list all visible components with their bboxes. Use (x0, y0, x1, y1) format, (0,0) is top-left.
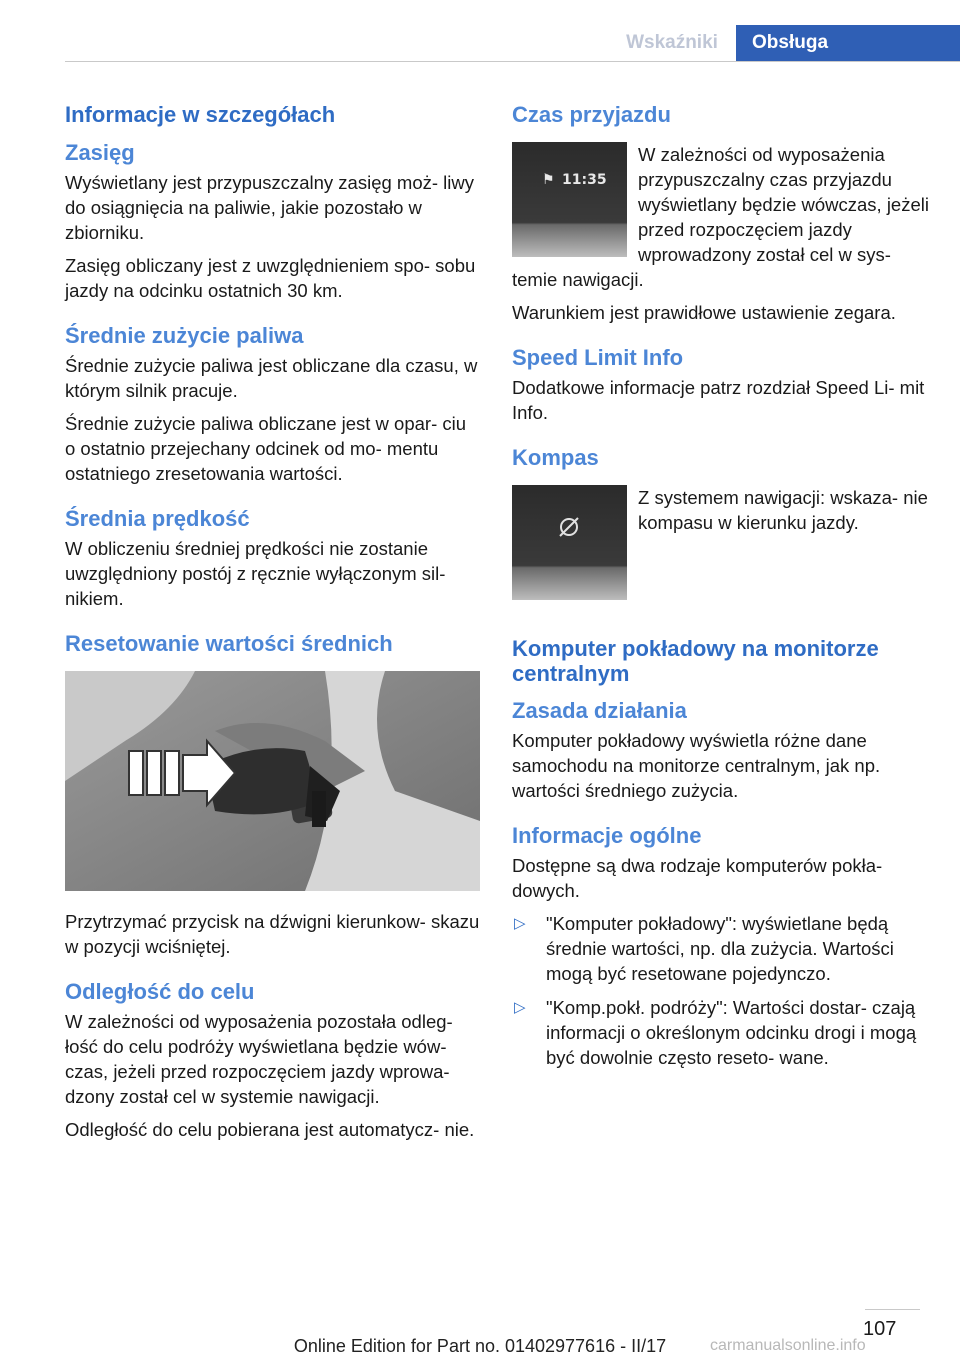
paragraph: Warunkiem jest prawidłowe ustawienie zegara. (512, 302, 896, 323)
bullet-list (512, 911, 930, 1070)
tab-obsluga[interactable]: Obsługa (736, 25, 960, 61)
paragraph: Średnie zużycie paliwa jest obliczane dla czasu, w którym silnik pracuje. (65, 355, 478, 401)
heading-zasieg: Zasięg (65, 140, 135, 165)
heading-odleglosc: Odległość do celu (65, 979, 255, 1004)
paragraph: Wyświetlany jest przypuszczalny zasięg moż‐ liwy do osiągnięcia na paliwie, jakie pozostało w zbiorniku. (65, 172, 475, 243)
paragraph: Komputer pokładowy wyświetla różne dane samochodu na monitorze centralnym, jak np. wartości średniego zużycia. (512, 730, 881, 801)
heading-czas-przyjazdu: Czas przyjazdu (512, 102, 671, 127)
heading-informacje-ogolne: Informacje ogólne (512, 823, 702, 848)
paragraph: Zasięg obliczany jest z uwzględnieniem spo‐ sobu jazdy na odcinku ostatnich 30 km. (65, 255, 476, 301)
paragraph: W zależności od wyposażenia pozostała odleg‐ łość do celu podróży wyświetlana będzie wów‐ czas, jeżeli przed rozpoczęciem jazdy wprowa‐ dzony został cel w systemie nawigacji. (65, 1011, 453, 1107)
list-item: ▷ "Komputer pokładowy": wyświetlane będą średnie wartości, np. dla zużycia. Wartości mogą być resetowane pojedynczo. (514, 913, 894, 984)
turn-signal-lever-photo (65, 671, 480, 891)
right-column (512, 102, 930, 1079)
paragraph: Z systemem nawigacji: wskaza‐ nie kompasu w kierunku jazdy. (638, 487, 928, 533)
lever-illustration (65, 671, 480, 891)
paragraph: Dodatkowe informacje patrz rozdział Speed Li‐ mit Info. (512, 377, 925, 423)
arrival-time-display (512, 142, 627, 257)
heading-zasada-dzialania: Zasada działania (512, 698, 687, 723)
paragraph: Odległość do celu pobierana jest automatycz‐ nie. (65, 1119, 475, 1140)
paragraph: Przytrzymać przycisk na dźwigni kierunkow‐ skazu w pozycji wciśniętej. (65, 911, 480, 957)
section-title-details: Informacje w szczegółach (65, 102, 336, 127)
heading-speed-limit-info: Speed Limit Info (512, 345, 684, 370)
heading-srednia-predkosc: Średnia prędkość (65, 506, 250, 531)
edition-footer: Online Edition for Part no. 01402977616 - II/17 (293, 1336, 667, 1356)
heading-resetowanie: Resetowanie wartości średnich (65, 631, 393, 656)
tab-wskazniki[interactable]: Wskaźniki (626, 32, 718, 53)
footer-rule (865, 1309, 920, 1310)
header-rule (65, 61, 960, 62)
heading-kompas: Kompas (512, 445, 599, 470)
compass-display (512, 485, 627, 600)
triangle-bullet-icon: ▷ (514, 999, 526, 1016)
paragraph: W zależności od wyposażenia przypuszczalny czas przyjazdu wyświetlany będzie wówczas, jeżeli przed rozpoczęciem jazdy wprowadzony został cel w sys‐ temie nawigacji. (512, 144, 929, 290)
paragraph: W obliczeniu średniej prędkości nie zostanie uwzględniony postój z ręcznie wyłączonym sil‐ nikiem. (65, 538, 446, 609)
arrival-time-value: 11:35 (562, 172, 607, 188)
triangle-bullet-icon: ▷ (514, 915, 526, 932)
page-number: 107 (863, 1318, 897, 1340)
section-title-komputer: Komputer pokładowy na monitorze centralnym (512, 636, 879, 686)
heading-srednie-zuzycie: Średnie zużycie paliwa (65, 323, 304, 348)
paragraph: Dostępne są dwa rodzaje komputerów pokła‐ dowych. (512, 855, 883, 901)
list-item: ▷ "Komp.pokł. podróży": Wartości dostar‐ czają informacji o określonym odcinku drogi i mogą być dowolnie często reseto‐ wane. (514, 997, 917, 1068)
left-column (65, 102, 480, 1150)
compass-off-icon (512, 485, 627, 600)
paragraph: Średnie zużycie paliwa obliczane jest w opar‐ ciu o ostatnio przejechany odcinek od mo‐ mentu ostatniego zresetowania wartości. (65, 413, 467, 484)
watermark: carmanualsonline.info (710, 1337, 866, 1354)
flag-icon: ⚑ (542, 172, 555, 188)
